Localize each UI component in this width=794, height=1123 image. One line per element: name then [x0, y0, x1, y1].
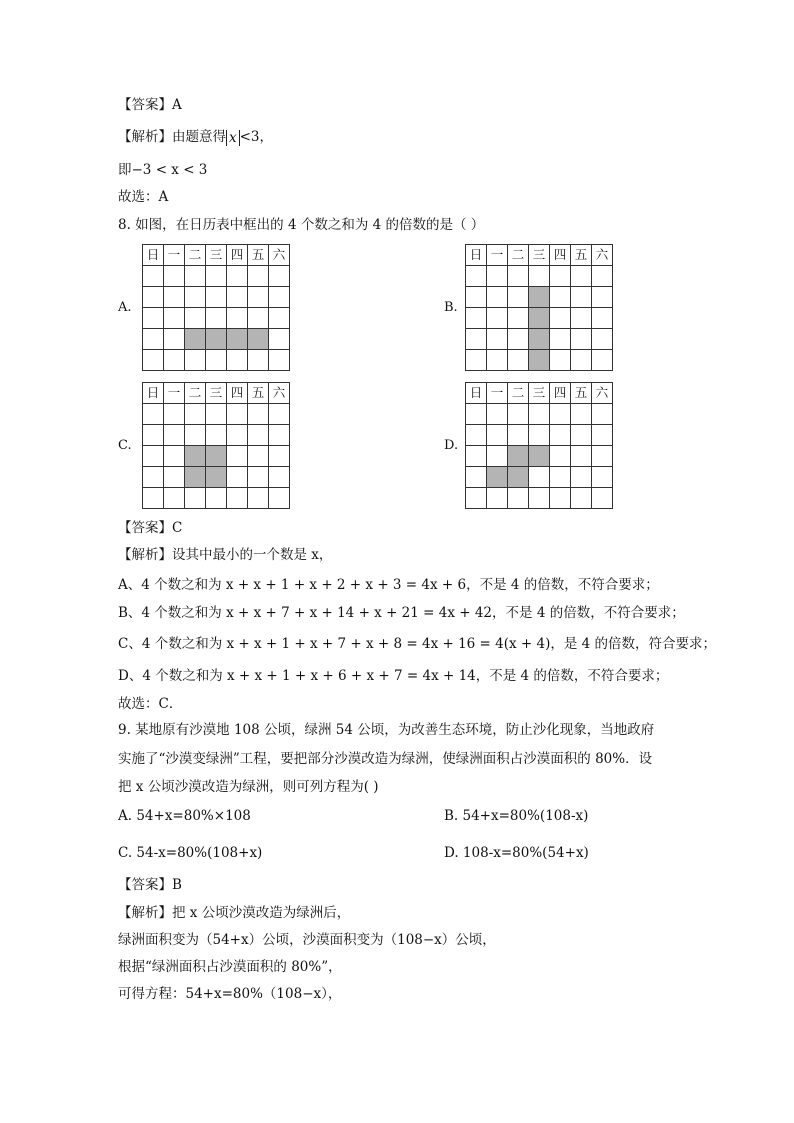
calendar-header-cell: 一: [164, 383, 185, 404]
calendar-shaded-cell: [206, 467, 227, 488]
calendar-cell: [269, 446, 290, 467]
calendar-cell: [227, 350, 248, 371]
calendar-cell: [164, 350, 185, 371]
calendar-grid-d: [465, 382, 613, 509]
q8-stem: 8. 如图，在日历表中框出的 4 个数之和为 4 的倍数的是（ ）: [118, 217, 485, 233]
calendar-cell: [269, 404, 290, 425]
calendar-header-cell: 四: [227, 383, 248, 404]
q8-option-c-label: C.: [118, 438, 132, 453]
q7-abs-rhs: <3，: [239, 129, 274, 145]
calendar-cell: [185, 425, 206, 446]
calendar-cell: [571, 308, 592, 329]
calendar-cell: [248, 308, 269, 329]
q8-analysis-c: C、4 个数之和为 x + x + 1 + x + 7 + x + 8 = 4x + 16 = 4(x + 4)，是 4 的倍数，符合要求；: [118, 636, 717, 652]
q8-answer: 【答案】C: [118, 520, 183, 536]
calendar-cell: [164, 266, 185, 287]
calendar-cell: [466, 287, 487, 308]
calendar-cell: [487, 266, 508, 287]
q8-choose: 故选：C．: [118, 696, 183, 712]
calendar-cell: [529, 488, 550, 509]
calendar-shaded-cell: [248, 329, 269, 350]
calendar-shaded-cell: [529, 446, 550, 467]
calendar-cell: [592, 404, 613, 425]
calendar-cell: [164, 329, 185, 350]
calendar-cell: [550, 287, 571, 308]
calendar-cell: [185, 287, 206, 308]
calendar-cell: [592, 308, 613, 329]
calendar-cell: [571, 266, 592, 287]
calendar-cell: [571, 350, 592, 371]
calendar-cell: [466, 350, 487, 371]
calendar-cell: [227, 404, 248, 425]
calendar-cell: [466, 266, 487, 287]
calendar-cell: [592, 467, 613, 488]
calendar-cell: [508, 425, 529, 446]
calendar-shaded-cell: [529, 329, 550, 350]
calendar-header-cell: 日: [143, 383, 164, 404]
calendar-cell: [466, 446, 487, 467]
calendar-cell: [248, 287, 269, 308]
calendar-cell: [571, 287, 592, 308]
calendar-cell: [487, 329, 508, 350]
calendar-cell: [487, 425, 508, 446]
calendar-cell: [571, 425, 592, 446]
calendar-cell: [143, 446, 164, 467]
calendar-cell: [206, 308, 227, 329]
calendar-header-cell: 五: [571, 245, 592, 266]
calendar-cell: [185, 488, 206, 509]
calendar-shaded-cell: [508, 446, 529, 467]
calendar-cell: [592, 425, 613, 446]
calendar-shaded-cell: [185, 467, 206, 488]
calendar-shaded-cell: [508, 467, 529, 488]
calendar-cell: [466, 425, 487, 446]
calendar-cell: [508, 488, 529, 509]
q9-answer: 【答案】B: [118, 877, 182, 893]
calendar-shaded-cell: [529, 287, 550, 308]
q8-option-d-label: D.: [444, 438, 459, 453]
calendar-cell: [550, 467, 571, 488]
calendar-header-cell: 六: [592, 245, 613, 266]
calendar-cell: [550, 308, 571, 329]
calendar-shaded-cell: [529, 350, 550, 371]
calendar-cell: [592, 350, 613, 371]
q7-abs-x: x: [226, 130, 240, 146]
calendar-cell: [143, 350, 164, 371]
q9-option-d: D. 108-x=80%(54+x): [444, 845, 589, 861]
calendar-cell: [571, 404, 592, 425]
calendar-cell: [550, 446, 571, 467]
calendar-grid-a: [142, 244, 290, 371]
calendar-cell: [269, 425, 290, 446]
calendar-shaded-cell: [185, 446, 206, 467]
calendar-shaded-cell: [227, 329, 248, 350]
calendar-header-cell: 三: [206, 245, 227, 266]
calendar-cell: [206, 350, 227, 371]
calendar-cell: [164, 467, 185, 488]
calendar-header-cell: 六: [592, 383, 613, 404]
q7-answer: 【答案】A: [118, 97, 182, 113]
q7-analysis: [118, 127, 273, 147]
calendar-header-cell: 四: [550, 245, 571, 266]
calendar-cell: [466, 308, 487, 329]
calendar-cell: [269, 488, 290, 509]
calendar-cell: [164, 488, 185, 509]
calendar-cell: [164, 287, 185, 308]
calendar-cell: [529, 266, 550, 287]
calendar-cell: [269, 266, 290, 287]
calendar-cell: [269, 308, 290, 329]
calendar-shaded-cell: [529, 308, 550, 329]
q9-stem-line2: 实施了“沙漠变绿洲”工程，要把部分沙漠改造为绿洲，使绿洲面积占沙漠面积的 80%．设: [118, 751, 653, 767]
calendar-cell: [466, 329, 487, 350]
calendar-cell: [466, 404, 487, 425]
calendar-header-cell: 四: [550, 383, 571, 404]
calendar-header-cell: 日: [143, 245, 164, 266]
calendar-cell: [487, 488, 508, 509]
q9-analysis-line3: 根据“绿洲面积占沙漠面积的 80%”，: [118, 959, 342, 975]
calendar-cell: [592, 266, 613, 287]
calendar-cell: [185, 308, 206, 329]
calendar-cell: [143, 266, 164, 287]
calendar-header-cell: 一: [487, 245, 508, 266]
calendar-cell: [206, 404, 227, 425]
calendar-cell: [269, 287, 290, 308]
calendar-cell: [227, 308, 248, 329]
q9-analysis-line2: 绿洲面积变为（54+x）公顷，沙漠面积变为（108−x）公顷，: [118, 932, 496, 948]
calendar-header-cell: 六: [269, 245, 290, 266]
calendar-cell: [248, 488, 269, 509]
calendar-cell: [487, 308, 508, 329]
calendar-cell: [206, 488, 227, 509]
calendar-cell: [550, 350, 571, 371]
calendar-header-cell: 一: [164, 245, 185, 266]
calendar-cell: [571, 467, 592, 488]
calendar-cell: [185, 404, 206, 425]
calendar-cell: [592, 287, 613, 308]
calendar-cell: [206, 425, 227, 446]
calendar-header-cell: 五: [248, 383, 269, 404]
calendar-cell: [466, 467, 487, 488]
calendar-cell: [143, 488, 164, 509]
calendar-shaded-cell: [206, 329, 227, 350]
calendar-cell: [571, 488, 592, 509]
calendar-cell: [164, 404, 185, 425]
calendar-cell: [487, 404, 508, 425]
q8-analysis-b: B、4 个数之和为 x + x + 7 + x + 14 + x + 21 = 4x + 42，不是 4 的倍数，不符合要求；: [118, 605, 685, 621]
calendar-cell: [508, 287, 529, 308]
calendar-cell: [508, 266, 529, 287]
calendar-cell: [529, 404, 550, 425]
calendar-cell: [487, 446, 508, 467]
q9-option-a: A. 54+x=80%×108: [118, 808, 251, 824]
calendar-cell: [143, 308, 164, 329]
calendar-cell: [487, 350, 508, 371]
calendar-header-cell: 四: [227, 245, 248, 266]
calendar-header-cell: 一: [487, 383, 508, 404]
calendar-cell: [466, 488, 487, 509]
calendar-cell: [164, 308, 185, 329]
calendar-grid-b: [465, 244, 613, 371]
calendar-shaded-cell: [487, 467, 508, 488]
calendar-cell: [508, 350, 529, 371]
q8-analysis: 【解析】设其中最小的一个数是 x，: [118, 547, 333, 563]
calendar-cell: [508, 329, 529, 350]
calendar-cell: [248, 266, 269, 287]
calendar-header-cell: 五: [248, 245, 269, 266]
calendar-cell: [550, 404, 571, 425]
calendar-cell: [248, 446, 269, 467]
calendar-cell: [269, 350, 290, 371]
q9-stem-line1: 9. 某地原有沙漠地 108 公顷，绿洲 54 公顷，为改善生态环境，防止沙化现象，当地政府: [118, 722, 655, 738]
calendar-cell: [143, 425, 164, 446]
calendar-cell: [269, 467, 290, 488]
calendar-header-cell: 三: [206, 383, 227, 404]
calendar-cell: [164, 425, 185, 446]
calendar-header-cell: 二: [508, 245, 529, 266]
calendar-cell: [550, 425, 571, 446]
calendar-cell: [592, 329, 613, 350]
calendar-cell: [550, 488, 571, 509]
q8-analysis-a: A、4 个数之和为 x + x + 1 + x + 2 + x + 3 = 4x + 6，不是 4 的倍数，不符合要求；: [118, 577, 659, 593]
calendar-header-cell: 三: [529, 383, 550, 404]
q9-option-c: C. 54-x=80%(108+x): [118, 845, 263, 861]
calendar-cell: [143, 404, 164, 425]
calendar-cell: [550, 329, 571, 350]
calendar-cell: [143, 467, 164, 488]
calendar-header-cell: 五: [571, 383, 592, 404]
q9-analysis-line4: 可得方程：54+x=80%（108−x），: [118, 986, 342, 1002]
calendar-cell: [248, 467, 269, 488]
q9-option-b: B. 54+x=80%(108-x): [444, 808, 589, 824]
calendar-cell: [185, 350, 206, 371]
calendar-cell: [227, 446, 248, 467]
calendar-grid-c: [142, 382, 290, 509]
calendar-shaded-cell: [185, 329, 206, 350]
calendar-cell: [143, 329, 164, 350]
calendar-cell: [592, 488, 613, 509]
calendar-cell: [248, 425, 269, 446]
q7-choose: 故选：A: [118, 189, 169, 205]
calendar-cell: [185, 266, 206, 287]
calendar-header-cell: 三: [529, 245, 550, 266]
calendar-cell: [592, 446, 613, 467]
calendar-cell: [143, 287, 164, 308]
calendar-header-cell: 日: [466, 383, 487, 404]
calendar-cell: [248, 404, 269, 425]
calendar-cell: [206, 287, 227, 308]
calendar-cell: [508, 404, 529, 425]
calendar-cell: [227, 488, 248, 509]
calendar-cell: [164, 446, 185, 467]
q8-option-a-label: A.: [118, 300, 132, 315]
calendar-cell: [248, 350, 269, 371]
calendar-cell: [529, 425, 550, 446]
calendar-shaded-cell: [206, 446, 227, 467]
q8-analysis-d: D、4 个数之和为 x + x + 1 + x + 6 + x + 7 = 4x + 14，不是 4 的倍数，不符合要求；: [118, 668, 669, 684]
calendar-cell: [227, 467, 248, 488]
calendar-cell: [487, 287, 508, 308]
calendar-header-cell: 六: [269, 383, 290, 404]
calendar-cell: [508, 308, 529, 329]
calendar-cell: [269, 329, 290, 350]
calendar-header-cell: 二: [508, 383, 529, 404]
calendar-cell: [571, 329, 592, 350]
q7-inequality: 即−3 < x < 3: [118, 162, 208, 178]
q7-analysis-text: 【解析】由题意得: [118, 129, 226, 145]
calendar-header-cell: 二: [185, 245, 206, 266]
calendar-cell: [227, 266, 248, 287]
calendar-cell: [529, 467, 550, 488]
calendar-cell: [550, 266, 571, 287]
q8-option-b-label: B.: [444, 300, 458, 315]
calendar-cell: [227, 425, 248, 446]
calendar-header-cell: 二: [185, 383, 206, 404]
q9-stem-line3: 把 x 公顷沙漠改造为绿洲，则可列方程为( ): [118, 779, 379, 795]
calendar-cell: [571, 446, 592, 467]
calendar-cell: [206, 266, 227, 287]
calendar-cell: [227, 287, 248, 308]
q9-analysis-line1: 【解析】把 x 公顷沙漠改造为绿洲后，: [118, 905, 351, 921]
calendar-header-cell: 日: [466, 245, 487, 266]
